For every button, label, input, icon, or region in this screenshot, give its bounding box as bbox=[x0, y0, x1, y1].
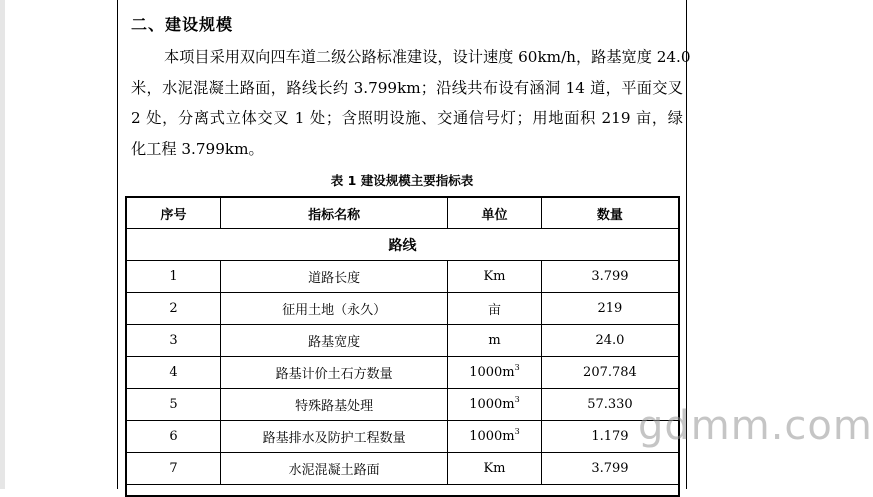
paragraph-line: 化工程 3.799km。 bbox=[131, 139, 264, 158]
cell-unit-text: 1000m bbox=[469, 397, 515, 412]
cell-no-text: 2 bbox=[169, 301, 178, 316]
cell-qty bbox=[541, 293, 679, 325]
cell-qty-text: 3.799 bbox=[591, 269, 629, 284]
section-row bbox=[126, 229, 679, 261]
section-title: 路线 bbox=[126, 229, 679, 261]
cell-unit bbox=[448, 389, 542, 421]
left-margin-strip bbox=[0, 0, 5, 489]
paragraph-line: 2 处，分离式立体交叉 1 处；含照明设施、交通信号灯；用地面积 219 亩，绿 bbox=[131, 109, 683, 127]
cell-qty-text: 57.330 bbox=[587, 397, 633, 412]
cell-qty bbox=[541, 325, 679, 357]
cell-no bbox=[126, 453, 221, 485]
cell-name bbox=[221, 261, 448, 293]
cell-unit bbox=[448, 421, 542, 453]
unit-superscript: 3 bbox=[514, 427, 520, 436]
cell-qty bbox=[541, 357, 679, 389]
cell-name-text: 路基排水及防护工程数量 bbox=[262, 431, 406, 446]
table-row bbox=[126, 325, 679, 357]
cell-no bbox=[126, 293, 221, 325]
header-unit: 单位 bbox=[448, 197, 542, 229]
cell-no bbox=[126, 325, 221, 357]
cell-name-text: 征用土地（永久） bbox=[282, 303, 387, 318]
cell-name-text: 水泥混凝土路面 bbox=[288, 463, 380, 478]
cell-no bbox=[126, 261, 221, 293]
table-row bbox=[126, 293, 679, 325]
table-row bbox=[126, 357, 679, 389]
cell-qty-text: 24.0 bbox=[595, 333, 625, 348]
cell-qty-text: 1.179 bbox=[591, 429, 629, 444]
cell-name bbox=[221, 357, 448, 389]
cell-no bbox=[126, 389, 221, 421]
partial-cell bbox=[126, 485, 679, 497]
section-heading: 二、建设规模 bbox=[131, 15, 234, 34]
table-caption: 表 1 建设规模主要指标表 bbox=[330, 173, 474, 188]
unit-superscript: 3 bbox=[514, 395, 520, 404]
cell-name bbox=[221, 293, 448, 325]
cell-unit-text: m bbox=[488, 333, 501, 348]
cell-no-text: 7 bbox=[169, 461, 178, 476]
cell-no-text: 6 bbox=[169, 429, 178, 444]
cell-qty-text: 219 bbox=[597, 301, 623, 316]
cell-unit bbox=[448, 261, 542, 293]
cell-name-text: 道路长度 bbox=[308, 271, 361, 286]
cell-name-text: 特殊路基处理 bbox=[295, 399, 374, 414]
cell-no-text: 3 bbox=[169, 333, 178, 348]
spec-table bbox=[125, 196, 680, 497]
header-no: 序号 bbox=[126, 197, 221, 229]
cell-name bbox=[221, 325, 448, 357]
unit-superscript: 3 bbox=[514, 363, 520, 372]
table-row bbox=[126, 421, 679, 453]
cell-unit-text: Km bbox=[483, 269, 506, 284]
table-header-row bbox=[126, 197, 679, 229]
table-row bbox=[126, 453, 679, 485]
cell-no bbox=[126, 421, 221, 453]
cell-qty bbox=[541, 389, 679, 421]
cell-qty-text: 3.799 bbox=[591, 461, 629, 476]
cell-no-text: 4 bbox=[169, 365, 178, 380]
watermark-logo: gdmm.com bbox=[638, 403, 873, 449]
cell-name-text: 路基计价土石方数量 bbox=[275, 367, 393, 382]
header-qty: 数量 bbox=[541, 197, 679, 229]
cell-no-text: 5 bbox=[169, 397, 178, 412]
table-row-partial bbox=[126, 485, 679, 497]
cell-unit bbox=[448, 357, 542, 389]
cell-name-text: 路基宽度 bbox=[308, 335, 361, 350]
cell-name bbox=[221, 421, 448, 453]
cell-unit-text: 1000m bbox=[469, 429, 515, 444]
cell-unit bbox=[448, 453, 542, 485]
cell-name bbox=[221, 389, 448, 421]
cell-no-text: 1 bbox=[169, 269, 178, 284]
cell-qty bbox=[541, 421, 679, 453]
cell-name bbox=[221, 453, 448, 485]
cell-qty bbox=[541, 453, 679, 485]
table-row bbox=[126, 261, 679, 293]
cell-qty-text: 207.784 bbox=[583, 365, 637, 380]
body-paragraph bbox=[131, 42, 691, 164]
cell-unit-text: 亩 bbox=[487, 303, 501, 318]
table-row bbox=[126, 389, 679, 421]
cell-unit bbox=[448, 293, 542, 325]
cell-no bbox=[126, 357, 221, 389]
cell-unit bbox=[448, 325, 542, 357]
header-name: 指标名称 bbox=[221, 197, 448, 229]
paragraph-line: 本项目采用双向四车道二级公路标准建设，设计速度 60km/h，路基宽度 24.0 bbox=[164, 48, 691, 66]
cell-qty bbox=[541, 261, 679, 293]
paragraph-line: 米，水泥混凝土路面，路线长约 3.799km；沿线共布设有涵洞 14 道，平面交叉 bbox=[131, 78, 683, 97]
document-page bbox=[117, 0, 873, 489]
cell-unit-text: 1000m bbox=[469, 365, 515, 380]
cell-unit-text: Km bbox=[483, 461, 506, 476]
